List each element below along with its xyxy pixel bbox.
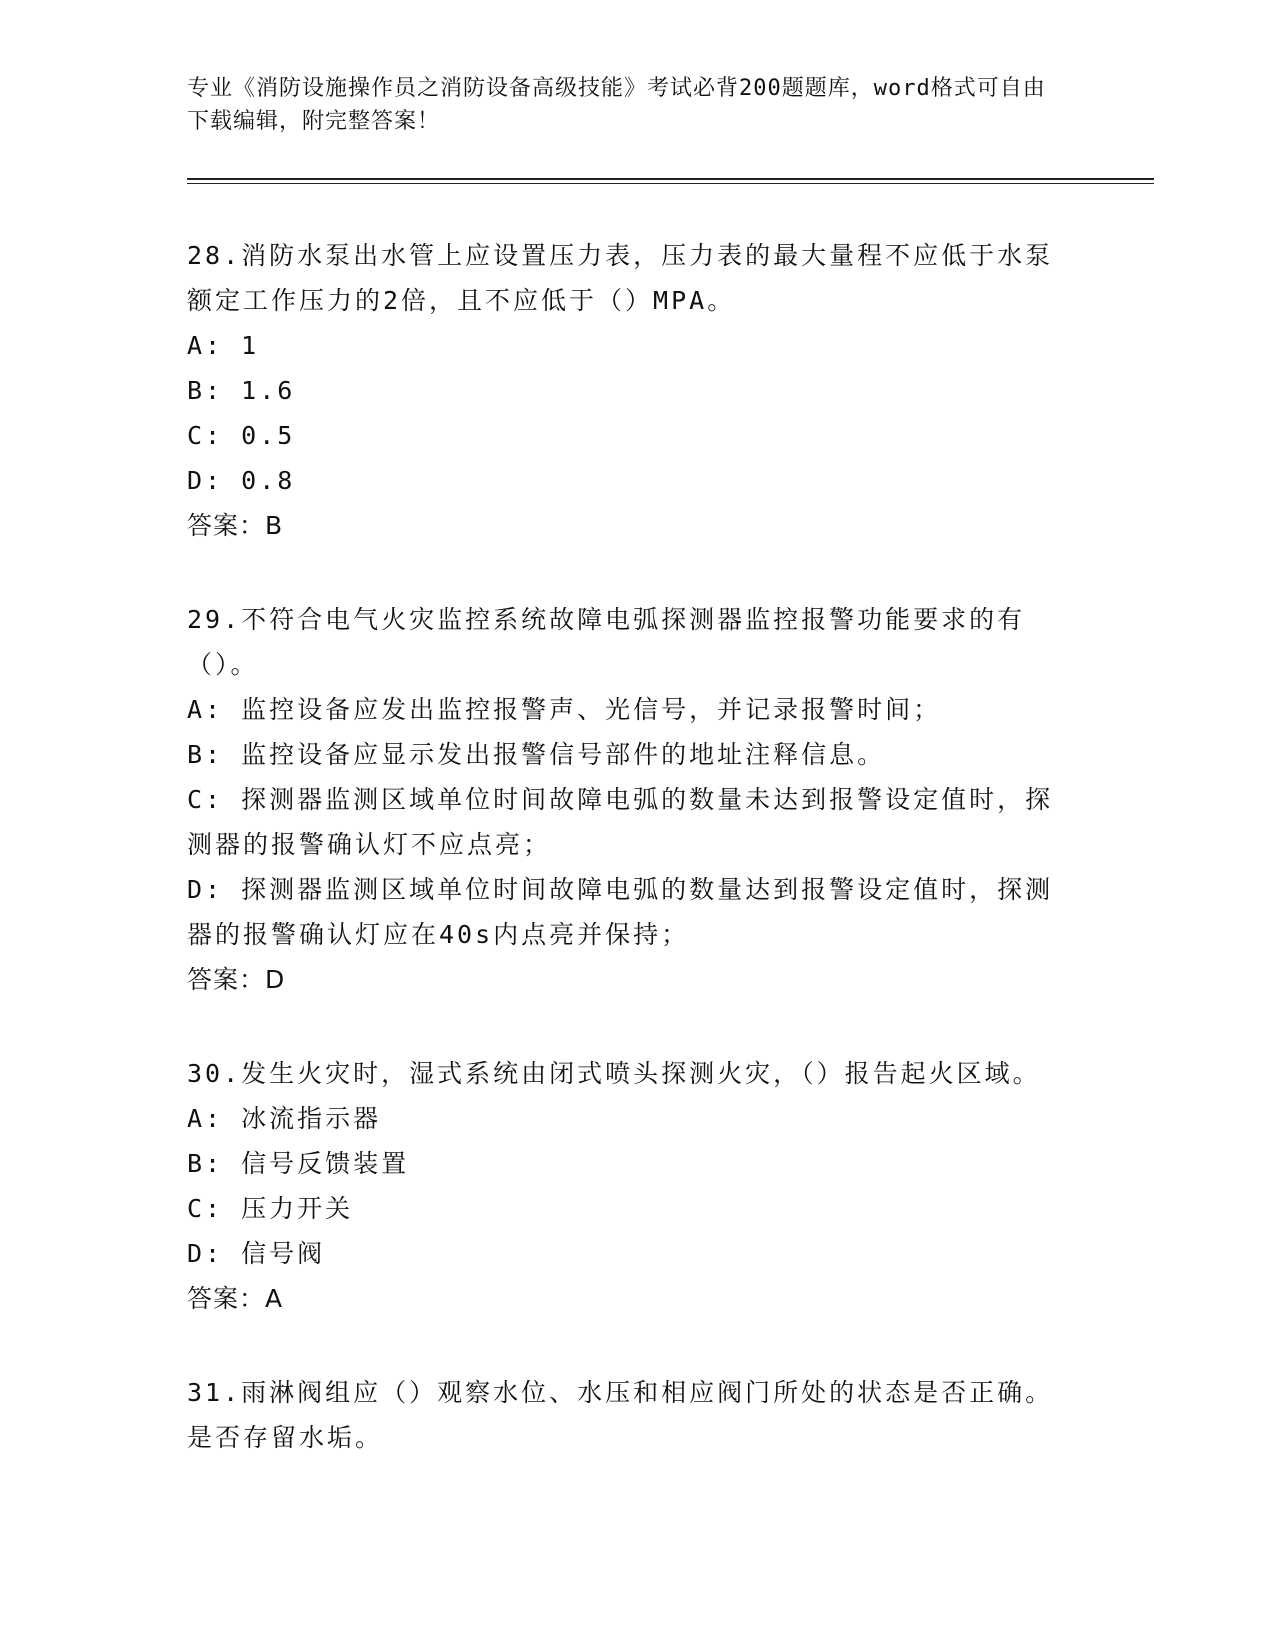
question-stem: 30.发生火灾时，湿式系统由闭式喷头探测火灾，（）报告起火区域。 bbox=[187, 1059, 1041, 1088]
option-b: B: 1.6 bbox=[187, 376, 296, 405]
answer-label: 答案：D bbox=[187, 965, 286, 994]
question-28 bbox=[187, 233, 1077, 548]
option-a: A: 冰流指示器 bbox=[187, 1104, 382, 1133]
option-d: D: 探测器监测区域单位时间故障电弧的数量达到报警设定值时，探测器的报警确认灯应在40s内点亮并保持； bbox=[187, 875, 1054, 949]
question-stem: 28.消防水泵出水管上应设置压力表，压力表的最大量程不应低于水泵额定工作压力的2倍，且不应低于（）MPA。 bbox=[187, 241, 1054, 315]
header-divider-thin bbox=[187, 183, 1154, 184]
option-a: A: 1 bbox=[187, 331, 260, 360]
header-divider bbox=[187, 178, 1154, 180]
question-stem: 29.不符合电气火灾监控系统故障电弧探测器监控报警功能要求的有（）。 bbox=[187, 605, 1026, 679]
option-b: B: 信号反馈装置 bbox=[187, 1149, 410, 1178]
question-30 bbox=[187, 1051, 1077, 1321]
question-stem: 31.雨淋阀组应（）观察水位、水压和相应阀门所处的状态是否正确。是否存留水垢。 bbox=[187, 1378, 1054, 1452]
question-31 bbox=[187, 1370, 1077, 1460]
document-header: 专业《消防设施操作员之消防设备高级技能》考试必背200题题库，word格式可自由下载编辑，附完整答案！ bbox=[187, 76, 1046, 134]
option-d: D: 信号阀 bbox=[187, 1239, 326, 1268]
option-a: A: 监控设备应发出监控报警声、光信号，并记录报警时间； bbox=[187, 695, 942, 724]
option-c: C: 探测器监测区域单位时间故障电弧的数量未达到报警设定值时，探测器的报警确认灯不应点亮； bbox=[187, 785, 1054, 859]
answer-label: 答案：A bbox=[187, 1284, 284, 1313]
option-d: D: 0.8 bbox=[187, 466, 296, 495]
option-c: C: 压力开关 bbox=[187, 1194, 354, 1223]
answer-label: 答案：B bbox=[187, 511, 284, 540]
option-b: B: 监控设备应显示发出报警信号部件的地址注释信息。 bbox=[187, 740, 886, 769]
question-29 bbox=[187, 597, 1077, 1002]
option-c: C: 0.5 bbox=[187, 421, 296, 450]
